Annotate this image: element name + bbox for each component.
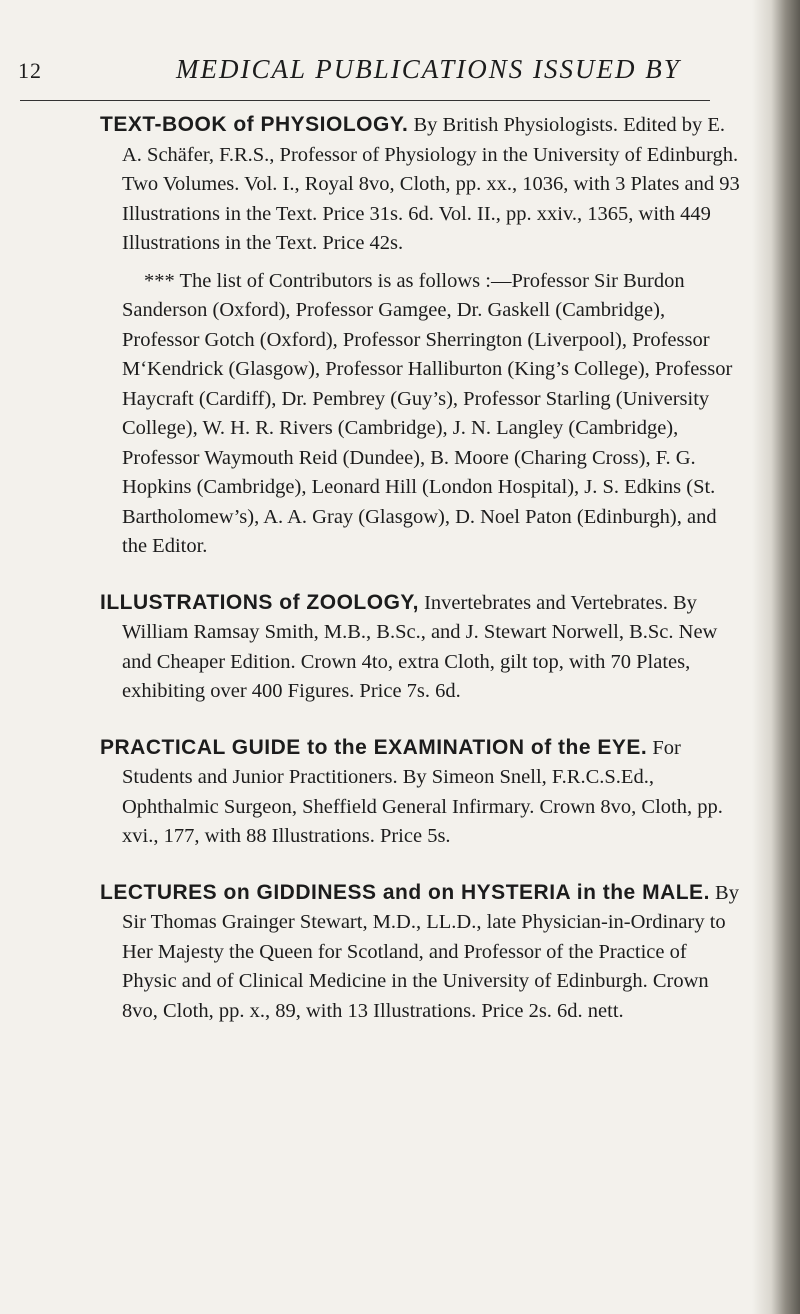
entry-lead-title: ILLUSTRATIONS of ZOOLOGY, — [100, 590, 419, 614]
entry-lead-title: LECTURES on GIDDINESS and on HYSTERIA in the MALE. — [100, 880, 710, 904]
page-number: 12 — [18, 58, 42, 83]
entry-eye-examination — [100, 733, 740, 852]
page-header — [18, 52, 734, 92]
entry-text — [100, 110, 740, 259]
entry-text — [100, 588, 740, 707]
entry-body: For Students and Junior Practitioners. By Simeon Snell, F.R.C.S.Ed., Ophthalmic Surgeon, Sheffield General Infirmary. Crown 8vo, Cloth, pp. xvi., 177, with 88 Illustrations. Price 5s. — [122, 736, 723, 847]
entry-text — [100, 733, 740, 852]
entry-text — [100, 878, 740, 1027]
entry-body: By British Physiologists. Edited by E. A. Schäfer, F.R.S., Professor of Physiology in the University of Edinburgh. Two Volumes. Vol. I., Royal 8vo, Cloth, pp. xx., 1036, with 3 Plates and 93 Illustrations in the Text. Price 31s. 6d. Vol. II., pp. xxiv., 1365, with 449 Illustrations in the Text. Price 42s. — [122, 114, 740, 254]
publication-list — [100, 110, 740, 1052]
entry-body: Invertebrates and Vertebrates. By William Ramsay Smith, M.B., B.Sc., and J. Stewart Norwell, B.Sc. New and Cheaper Edition. Crown 4to, extra Cloth, gilt top, with 70 Plates, exhibiting over 400 Figures. Price 7s. 6d. — [122, 591, 718, 702]
entry-zoology — [100, 588, 740, 707]
entry-lead-title: TEXT-BOOK of PHYSIOLOGY. — [100, 113, 409, 136]
running-title: MEDICAL PUBLICATIONS ISSUED BY — [176, 54, 681, 84]
entry-giddiness-hysteria — [100, 878, 740, 1027]
page-binding-edge — [752, 0, 800, 1314]
header-rule — [20, 100, 710, 101]
entry-lead-title: PRACTICAL GUIDE to the EXAMINATION of the EYE. — [100, 735, 648, 759]
entry-physiology — [100, 110, 740, 562]
contributors-note: *** The list of Contributors is as follows :—Professor Sir Burdon Sanderson (Oxford), Professor Gamgee, Dr. Gaskell (Cambridge), Professor Gotch (Oxford), Professor Sherrington (Liverpool), Professor M‘Kendrick (Glasgow), Professor Halliburton (King’s College), Professor Haycraft (Cardiff), Dr. Pembrey (Guy’s), Professor Starling (University College), W. H. R. Rivers (Cambridge), J. N. Langley (Cambridge), Professor Waymouth Reid (Dundee), B. Moore (Charing Cross), F. G. Hopkins (Cambridge), Leonard Hill (London Hospital), J. S. Edkins (St. Bartholomew’s), A. A. Gray (Glasgow), D. Noel Paton (Edinburgh), and the Editor. — [122, 269, 733, 557]
entry-body: By Sir Thomas Grainger Stewart, M.D., LL.D., late Physician-in-Ordinary to Her Majesty the Queen for Scotland, and Professor of the Practice of Physic and of Clinical Medicine in the University of Edinburgh. Crown 8vo, Cloth, pp. x., 89, with 13 Illustrations. Price 2s. 6d. nett. — [122, 881, 739, 1022]
